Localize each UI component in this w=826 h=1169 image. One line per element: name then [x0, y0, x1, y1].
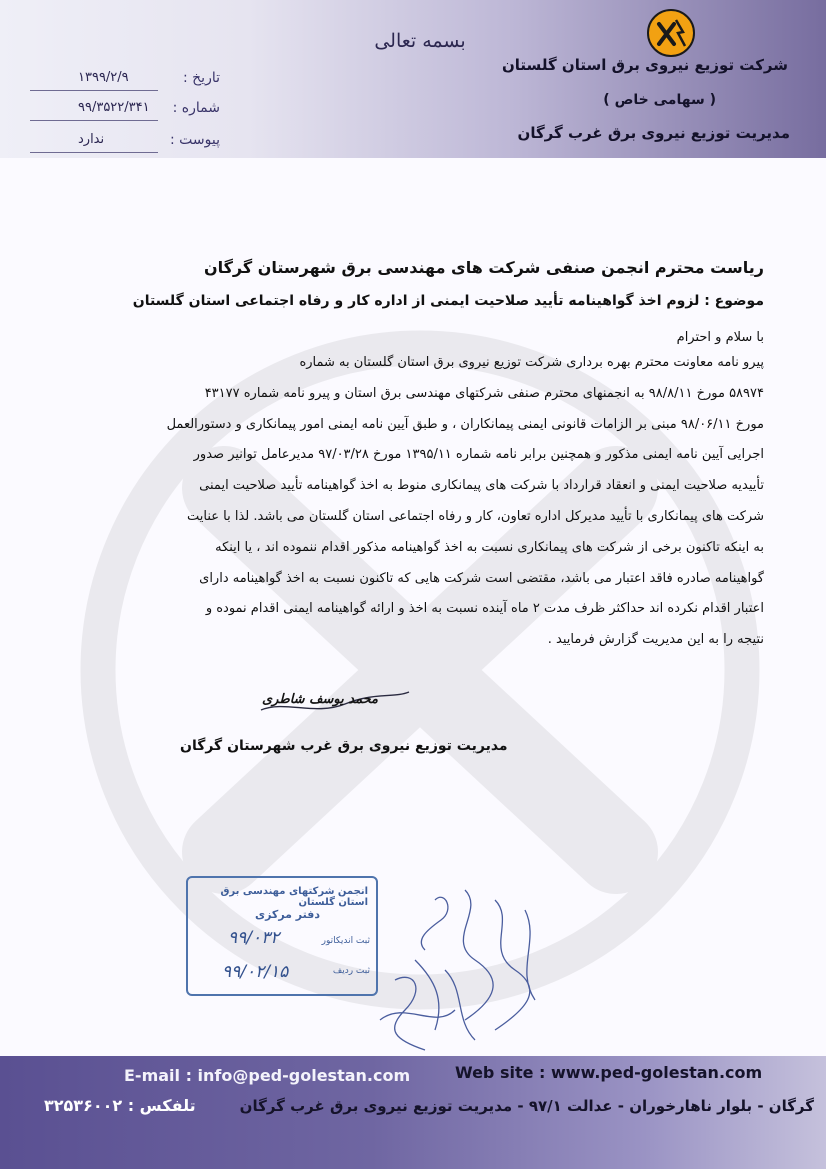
letter-greeting: با سلام و احترام [676, 330, 764, 345]
bismillah-text: بسمه تعالی [374, 30, 466, 52]
body-line: ۵۸۹۷۴ مورخ ۹۸/۸/۱۱ به انجمنهای محترم صنفی شرکتهای مهندسی برق استان و پیرو نامه شماره ۴۳۱۷۷ [204, 385, 764, 401]
body-line: به اینکه تاکنون برخی از شرکت های پیمانکاری نسبت به اخذ گواهینامه مذکور اقدام ننموده اند ، یا اینکه [215, 539, 764, 555]
company-department: مدیریت توزیع نیروی برق غرب گرگان [517, 124, 790, 142]
date-field [30, 70, 220, 94]
footer-website-link[interactable]: Web site : www.ped-golestan.com [455, 1063, 763, 1082]
stamp-row-label: ثبت ردیف [332, 966, 370, 976]
date-value: ۱۳۹۹/۲/۹ [30, 70, 158, 91]
letter-body [66, 348, 764, 656]
number-label: شماره : [172, 100, 220, 116]
footer-email-link[interactable]: E-mail : info@ped-golestan.com [124, 1066, 411, 1085]
letter-subject: موضوع : لزوم اخذ گواهینامه تأیید صلاحیت ایمنی از اداره کار و رفاه اجتماعی استان گلستان [132, 293, 764, 309]
body-line: اجرایی آیین نامه ایمنی مذکور و همچنین برابر نامه شماره ۱۳۹۵/۱۱ مورخ ۹۷/۰۳/۲۸ مدیرعامل توانیر صدور [193, 447, 764, 463]
company-logo-icon [646, 8, 696, 58]
stamp-office: دفتر مرکزی [255, 908, 320, 921]
company-name: شرکت توزیع نیروی برق استان گلستان [502, 56, 788, 74]
company-type: ( سهامی خاص ) [603, 92, 716, 108]
body-line: مورخ ۹۸/۰۶/۱۱ مبنی بر الزامات قانونی ایمنی پیمانکاران ، و طبق آیین نامه ایمنی امور پیمانکاری و دستورالعمل [166, 416, 764, 432]
body-line: گواهینامه صادره فاقد اعتبار می باشد، مقتضی است شرکت هایی که تاکنون نسبت به اخذ گواهینامه دارای [199, 570, 764, 586]
number-value: ۹۹/۳۵۲۲/۳۴۱ [30, 100, 158, 121]
footer-address: گرگان - بلوار ناهارخوران - عدالت ۹۷/۱ - مدیریت توزیع نیروی برق غرب گرگان [239, 1097, 814, 1115]
handwritten-note-icon [375, 880, 565, 1060]
signer-title: مدیریت توزیع نیروی برق غرب شهرستان گرگان [180, 738, 508, 754]
attachment-value: ندارد [30, 132, 158, 153]
date-label: تاریخ : [182, 70, 220, 86]
letter-recipient: ریاست محترم انجمن صنفی شرکت های مهندسی برق شهرستان گرگان [203, 258, 764, 277]
body-line: اعتبار اقدام نکرده اند حداکثر ظرف مدت ۲ ماه آینده نسبت به اخذ و ارائه گواهینامه ایمنی اقدام نموده و [205, 601, 764, 617]
attachment-field [30, 132, 220, 156]
signer-name: محمد یوسف شاطری [262, 692, 378, 707]
stamp-indicator-value: ۹۹/۰۳۲ [228, 928, 280, 948]
stamp-row-value: ۹۹/۰۲/۱۵ [222, 962, 289, 982]
stamp-organization: انجمن شرکتهای مهندسی برق استان گلستان [220, 886, 368, 908]
body-line: پیرو نامه معاونت محترم بهره برداری شرکت توزیع نیروی برق استان گلستان به شماره [299, 355, 764, 370]
body-line: تأییدیه صلاحیت ایمنی و انعقاد قرارداد با شرکت های پیمانکاری منوط به اخذ گواهینامه تأیید صلاحیت ایمنی [199, 478, 764, 494]
stamp-indicator-label: ثبت اندیکاتور [321, 936, 370, 946]
body-line: شرکت های پیمانکاری با تأیید مدیرکل اداره تعاون، کار و رفاه اجتماعی استان گلستان می باشد. لذا با عنایت [186, 508, 764, 524]
registration-stamp [186, 876, 378, 996]
body-line: نتیجه را به این مدیریت گزارش فرمایید . [547, 632, 764, 648]
footer-fax: تلفکس : ۳۲۵۳۶۰۰۲ [44, 1096, 196, 1115]
number-field [30, 100, 220, 124]
attachment-label: پیوست : [170, 132, 220, 148]
